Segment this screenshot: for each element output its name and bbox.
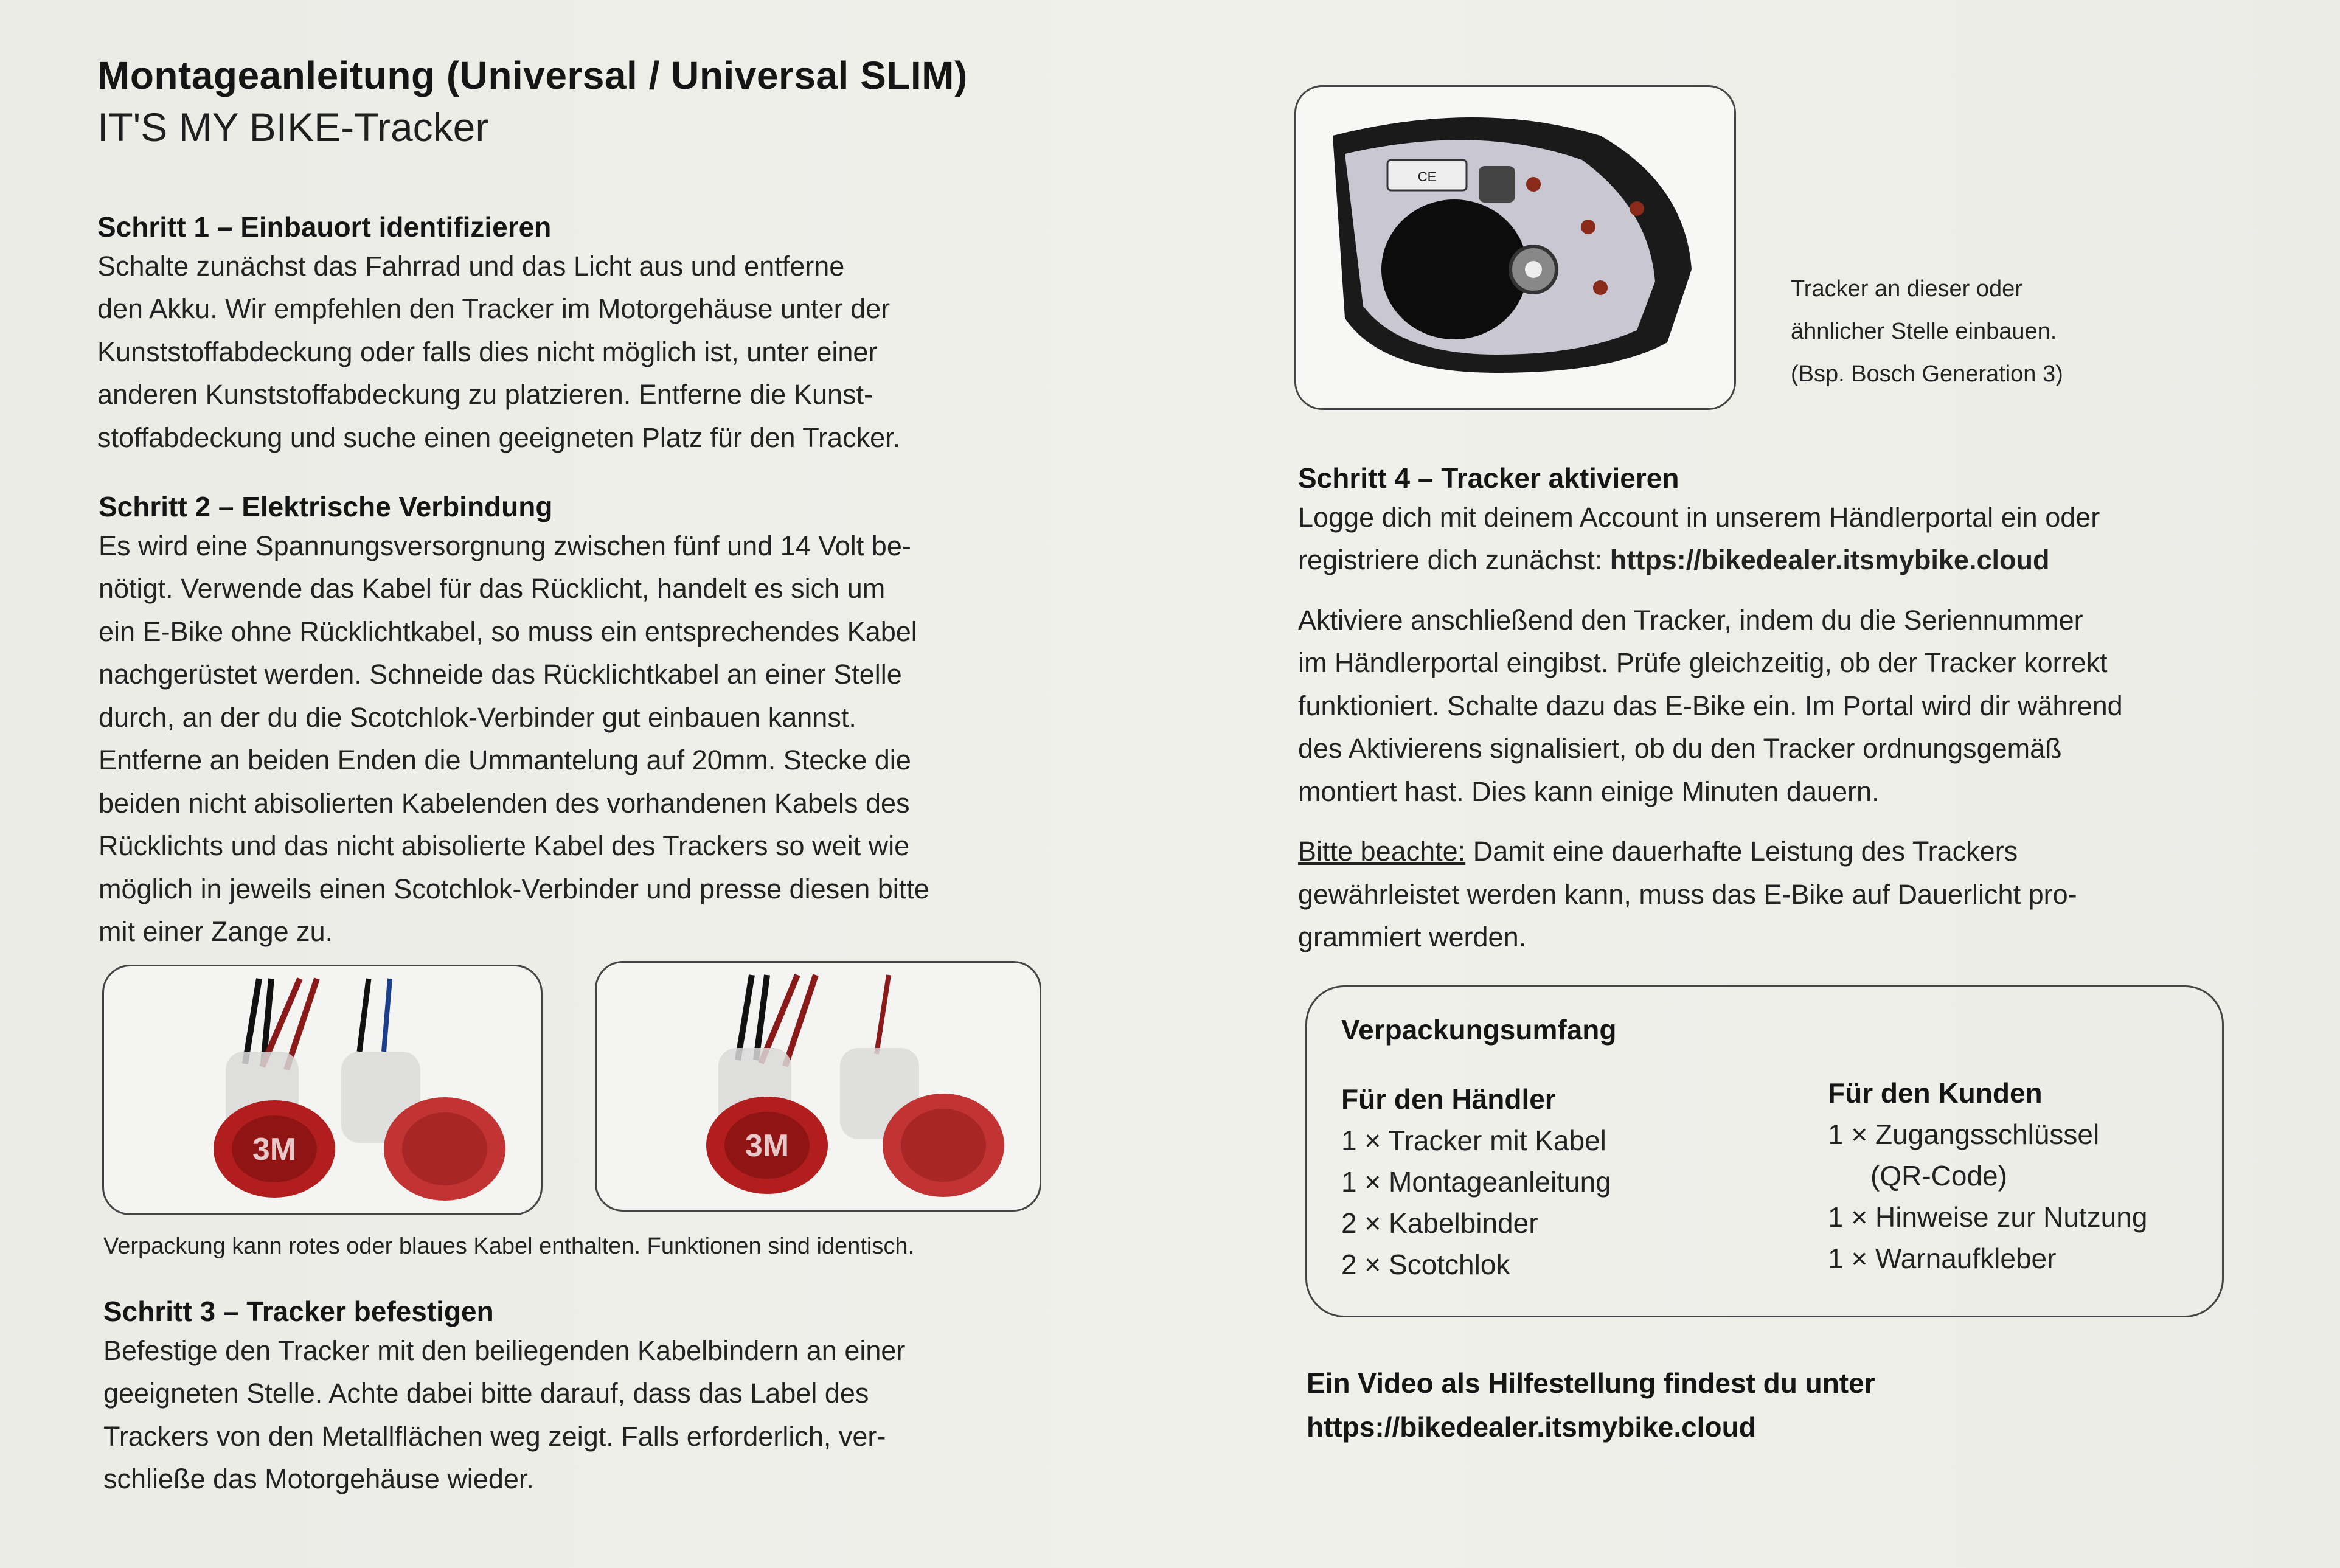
package-title: Verpackungsumfang — [1341, 1014, 1617, 1046]
step2-line: möglich in jeweils einen Scotchlok-Verbinder und presse diesen bitte — [99, 873, 929, 904]
step4-line — [1298, 539, 2283, 582]
motor-caption-line: (Bsp. Bosch Generation 3) — [1791, 361, 2063, 387]
step1-line: anderen Kunststoffabdeckung zu platzieren. Entferne die Kunst- — [97, 379, 873, 410]
motor-caption-line: ähnlicher Stelle einbauen. — [1791, 319, 2057, 344]
step4-text: registriere dich zunächst: — [1298, 544, 1610, 575]
scotchlok-connectors-image — [104, 966, 541, 1213]
video-hint — [1307, 1361, 1875, 1449]
package-contents-box — [1305, 985, 2224, 1317]
step2-line: Es wird eine Spannungsversorgnung zwischen fünf und 14 Volt be- — [99, 530, 911, 561]
step2-line: mit einer Zange zu. — [99, 916, 333, 947]
step4-line: montiert hast. Dies kann einige Minuten dauern. — [1298, 775, 1880, 807]
step1-section — [97, 210, 1071, 459]
step3-line: geeigneten Stelle. Achte dabei bitte darauf, dass das Label des — [103, 1378, 869, 1409]
connector-photo-caption: Verpackung kann rotes oder blaues Kabel enthalten. Funktionen sind identisch. — [103, 1233, 915, 1259]
dealer-portal-link[interactable]: https://bikedealer.itsmybike.cloud — [1609, 544, 2050, 575]
motor-caption-line: Tracker an dieser oder — [1791, 276, 2022, 302]
step1-line: Schalte zunächst das Fahrrad und das Licht aus und entferne — [97, 250, 845, 282]
step1-line: stoffabdeckung und suche einen geeigneten Platz für den Tracker. — [97, 421, 901, 453]
step4-line: im Händlerportal eingibst. Prüfe gleichzeitig, ob der Tracker korrekt — [1298, 647, 2108, 678]
connector-logo: 3M — [252, 1132, 297, 1167]
motor-photo-caption — [1791, 268, 2063, 395]
step1-line: den Akku. Wir empfehlen den Tracker im Motorgehäuse unter der — [97, 293, 891, 324]
step3-text — [103, 1330, 1077, 1501]
step1-text — [97, 245, 1071, 460]
dealer-heading: Für den Händler — [1341, 1083, 1556, 1115]
step3-line: Befestige den Tracker mit den beiliegenden Kabelbindern an einer — [103, 1334, 906, 1366]
step4-section — [1298, 461, 2283, 959]
step3-line: Trackers von den Metallflächen weg zeigt. Falls erforderlich, ver- — [103, 1420, 886, 1452]
step2-line: beiden nicht abisolierten Kabelenden des vorhandenen Kabels des — [99, 787, 910, 819]
connector-logo: 3M — [745, 1128, 790, 1164]
video-hint-text: Ein Video als Hilfestellung findest du unter — [1307, 1367, 1875, 1399]
customer-item: 1 × Warnaufkleber — [1828, 1243, 2057, 1274]
customer-column — [1828, 1072, 2147, 1279]
dealer-item: 1 × Montageanleitung — [1341, 1166, 1611, 1198]
document-title: Montageanleitung (Universal / Universal SLIM) — [97, 54, 968, 97]
dealer-item: 2 × Scotchlok — [1341, 1249, 1510, 1280]
step4-line: Aktiviere anschließend den Tracker, indem du die Seriennummer — [1298, 604, 2083, 636]
step4-line: des Aktivierens signalisiert, ob du den Tracker ordnungsgemäß — [1298, 733, 2062, 764]
note-label: Bitte beachte: — [1298, 836, 1466, 867]
step1-line: Kunststoffabdeckung oder falls dies nicht möglich ist, unter einer — [97, 336, 878, 367]
step4-heading: Schritt 4 – Tracker aktivieren — [1298, 462, 1679, 494]
step3-heading: Schritt 3 – Tracker befestigen — [103, 1296, 494, 1327]
step4-line: funktioniert. Schalte dazu das E-Bike ein. Im Portal wird dir während — [1298, 690, 2123, 721]
step3-section — [103, 1294, 1077, 1501]
step2-text — [99, 525, 1084, 954]
customer-item: 1 × Zugangsschlüssel — [1828, 1119, 2100, 1150]
customer-heading: Für den Kunden — [1828, 1077, 2043, 1109]
step4-note — [1298, 830, 2283, 959]
step4-line: Logge dich mit deinem Account in unserem Händlerportal ein oder — [1298, 501, 2100, 533]
tracker-label-text: CE — [1417, 169, 1437, 184]
dealer-item: 1 × Tracker mit Kabel — [1341, 1125, 1606, 1156]
document-subtitle: IT'S MY BIKE-Tracker — [97, 104, 489, 150]
step2-line: nötigt. Verwende das Kabel für das Rücklicht, handelt es sich um — [99, 573, 886, 604]
step4-note-line — [1298, 830, 2283, 873]
dealer-column — [1341, 1078, 1611, 1285]
dealer-item: 2 × Kabelbinder — [1341, 1207, 1538, 1239]
note-text: Damit eine dauerhafte Leistung des Trackers — [1465, 836, 2018, 867]
step3-line: schließe das Motorgehäuse wieder. — [103, 1463, 534, 1494]
step2-heading: Schritt 2 – Elektrische Verbindung — [99, 491, 553, 522]
step4-paragraph-1 — [1298, 496, 2283, 582]
step4-paragraph-2 — [1298, 599, 2283, 814]
step4-note-line: grammiert werden. — [1298, 921, 1527, 952]
motor-photo — [1294, 85, 1736, 410]
connector-photo-1 — [102, 965, 543, 1215]
step2-line: nachgerüstet werden. Schneide das Rücklichtkabel an einer Stelle — [99, 659, 902, 690]
video-link[interactable]: https://bikedealer.itsmybike.cloud — [1307, 1411, 1756, 1443]
bosch-motor-image — [1296, 87, 1734, 408]
step2-line: Rücklichts und das nicht abisolierte Kabel des Trackers so weit wie — [99, 830, 910, 861]
scotchlok-connectors-image — [597, 963, 1040, 1210]
step2-line: ein E-Bike ohne Rücklichtkabel, so muss ein entsprechendes Kabel — [99, 616, 917, 647]
step1-heading: Schritt 1 – Einbauort identifizieren — [97, 211, 552, 243]
connector-photo-2 — [595, 961, 1041, 1212]
step2-section — [99, 490, 1084, 954]
step2-line: durch, an der du die Scotchlok-Verbinder gut einbauen kannst. — [99, 701, 856, 733]
left-page — [97, 54, 1046, 151]
step2-line: Entferne an beiden Enden die Ummantelung auf 20mm. Stecke die — [99, 744, 911, 775]
step4-note-line: gewährleistet werden kann, muss das E-Bike auf Dauerlicht pro- — [1298, 878, 2077, 910]
customer-item: (QR-Code) — [1870, 1160, 2007, 1192]
customer-item: 1 × Hinweise zur Nutzung — [1828, 1201, 2148, 1233]
